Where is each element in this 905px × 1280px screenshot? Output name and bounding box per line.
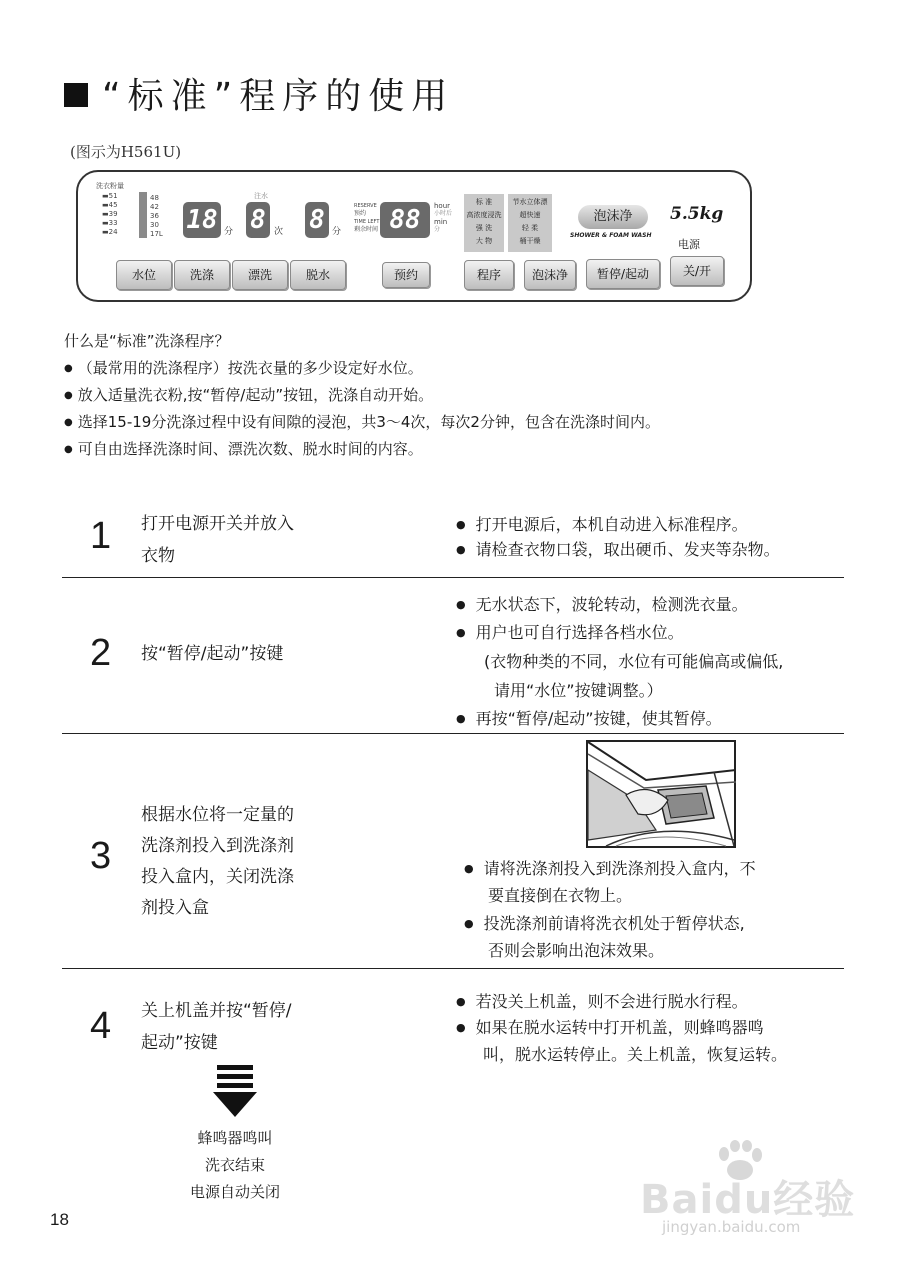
water-level-item: ▬24 [102, 228, 118, 236]
level-bar [139, 192, 147, 238]
spin-button[interactable]: 脱水 [290, 260, 346, 290]
step-title [141, 638, 283, 670]
step-note: ● 再按“暂停/起动”按键，使其暂停。 [456, 706, 722, 729]
water-level-item: ▬33 [102, 219, 118, 227]
figure-caption: (图示为H561U) [70, 143, 182, 161]
step-note: ● 请将洗涤剂投入到洗涤剂投入盒内，不 [464, 856, 756, 879]
square-bullet-icon [64, 83, 88, 107]
step-note: ● 请检查衣物口袋，取出硬币、发夹等杂物。 [456, 537, 780, 560]
step-number: 1 [90, 515, 112, 557]
intro-point: ● 选择15-19分洗涤过程中设有间隙的浸泡，共3～4次，每次2分钟，包含在洗涤时间内。 [64, 411, 660, 432]
min-label: min [434, 218, 448, 226]
intro-point: ● 放入适量洗衣粉,按“暂停/起动”按钮，洗涤自动开始。 [64, 384, 433, 405]
wash-time-display: 18 [183, 202, 221, 238]
ending-line: 洗衣结束 [204, 1156, 265, 1174]
divider [62, 968, 844, 969]
spin-time-display: 8 [305, 202, 329, 238]
program-item: 节水立体漂 [512, 198, 548, 206]
program-list-right [508, 194, 552, 252]
step-title [141, 995, 292, 1059]
program-list-left [464, 194, 504, 252]
water-level-item: ▬39 [102, 210, 118, 218]
step-title [141, 800, 294, 924]
step-title-line: 起动”按键 [141, 1033, 218, 1053]
spin-unit: 分 [332, 227, 342, 237]
scale-tick: 17L [150, 230, 163, 238]
step-title-line: 打开电源开关并放入 [141, 514, 294, 534]
watermark [640, 1140, 880, 1250]
rinse-count-display: 8 [246, 202, 270, 238]
step-note: ● 若没关上机盖，则不会进行脱水行程。 [456, 989, 748, 1012]
step-number: 4 [90, 1005, 112, 1047]
foam-english-label: SHOWER & FOAM WASH [570, 232, 652, 239]
intro-question: 什么是“标准”洗涤程序？ [64, 332, 230, 350]
step-note: ● 投洗涤剂前请将洗衣机处于暂停状态, [464, 911, 745, 934]
control-panel [76, 170, 752, 302]
program-item: 桶干燥 [519, 237, 541, 245]
step-note: ● 打开电源后，本机自动进入标准程序。 [456, 512, 748, 535]
step-number: 3 [90, 835, 112, 877]
program-item: 轻 柔 [521, 224, 539, 232]
step-title-line: 根据水位将一定量的 [141, 805, 294, 825]
water-level-item: ▬51 [102, 192, 118, 200]
page-title [64, 68, 454, 119]
step-title-line: 关上机盖并按“暂停/ [141, 1001, 292, 1021]
program-item: 标 准 [475, 198, 493, 206]
wash-button[interactable]: 洗涤 [174, 260, 230, 290]
program-button[interactable]: 程序 [464, 260, 514, 290]
foam-logo: 泡沫净 [578, 205, 648, 229]
hour-label: hour [434, 202, 451, 210]
program-item: 超快速 [519, 211, 541, 219]
reserve-label: TIME LEFT [354, 219, 380, 225]
divider [62, 577, 844, 578]
scale-tick: 36 [150, 212, 159, 220]
intro-point: ● （最常用的洗涤程序）按洗衣量的多少设定好水位。 [64, 357, 423, 378]
step-note: 要直接倒在衣物上。 [488, 886, 633, 905]
program-item: 强 洗 [475, 224, 493, 232]
reserve-button[interactable]: 预约 [382, 262, 430, 288]
rinse-button[interactable]: 漂洗 [232, 260, 288, 290]
power-button[interactable]: 关/开 [670, 256, 724, 286]
fill-label: 注水 [254, 192, 268, 200]
rinse-unit: 次 [274, 227, 284, 237]
step-note: ● 用户也可自行选择各档水位。 [456, 620, 684, 643]
step-number: 2 [90, 632, 112, 674]
step-title-line: 剂投入盒 [141, 898, 209, 918]
ending-line: 蜂鸣器鸣叫 [197, 1129, 273, 1147]
intro-point: ● 可自由选择洗涤时间、漂洗次数、脱水时间的内容。 [64, 438, 423, 459]
min-cn-label: 分 [434, 226, 441, 233]
program-item: 高浓度浸洗 [466, 211, 502, 219]
time-units [434, 202, 452, 234]
capacity-label: 5.5kg [670, 204, 724, 224]
reserve-label: RESERVE [354, 203, 377, 209]
step-note: ● 如果在脱水运转中打开机盖，则蜂鸣器鸣 [456, 1015, 764, 1038]
hour-cn-label: 小时后 [434, 210, 453, 217]
step-note: 叫，脱水运转停止。关上机盖，恢复运转。 [483, 1045, 788, 1064]
reserve-label: 预约 [354, 210, 367, 217]
reserve-time-display: 88 [380, 202, 430, 238]
step-note: (衣物种类的不同，水位有可能偏高或偏低, [484, 652, 784, 671]
step-note: 否则会影响出泡沫效果。 [488, 941, 665, 960]
reserve-label: 剩余时间 [354, 226, 379, 233]
page-number: 18 [50, 1210, 69, 1229]
power-label: 电源 [678, 238, 700, 251]
program-item: 大 物 [475, 237, 493, 245]
reserve-labels [354, 202, 379, 234]
ending-line: 电源自动关闭 [189, 1183, 280, 1201]
step-title [141, 508, 294, 572]
page-title-text: “标准”程序的使用 [102, 76, 455, 117]
watermark-brand: Baidu经验 [640, 1177, 856, 1223]
water-level-button[interactable]: 水位 [116, 260, 172, 290]
scale-tick: 30 [150, 221, 159, 229]
pause-start-button[interactable]: 暂停/起动 [586, 259, 660, 289]
step-note: 请用“水位”按键调整。） [494, 681, 663, 700]
water-level-item: ▬45 [102, 201, 118, 209]
step-title-line: 投入盒内，关闭洗涤 [141, 867, 294, 887]
step-title-line: 衣物 [141, 546, 175, 566]
down-arrow-icon [213, 1065, 257, 1119]
step-title-line: 按“暂停/起动”按键 [141, 644, 284, 664]
scale-tick: 42 [150, 203, 159, 211]
step-title-line: 洗涤剂投入到洗涤剂 [141, 836, 294, 856]
detergent-box-illustration [586, 740, 736, 848]
step-note: ● 无水状态下，波轮转动，检测洗衣量。 [456, 592, 748, 615]
level-scale [150, 194, 163, 239]
wash-unit: 分 [224, 227, 234, 237]
scale-tick: 48 [150, 194, 159, 202]
water-level-list [102, 192, 118, 237]
watermark-url: jingyan.baidu.com [662, 1218, 801, 1236]
divider [62, 733, 844, 734]
foam-button[interactable]: 泡沫净 [524, 260, 576, 290]
detergent-label: 洗衣粉量 [96, 182, 124, 190]
